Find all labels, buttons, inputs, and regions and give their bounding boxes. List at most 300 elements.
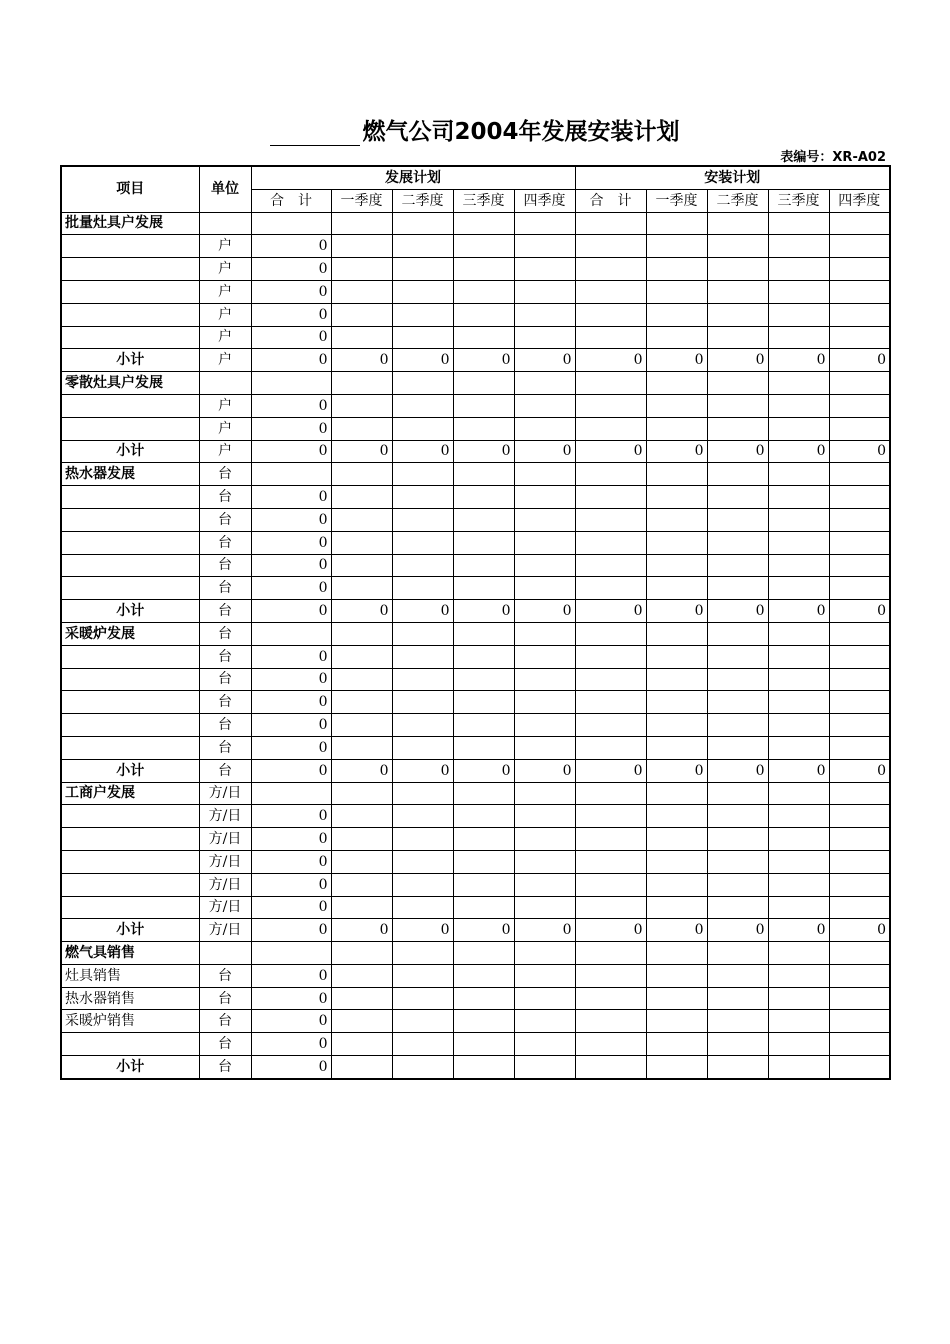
value-cell[interactable]: 0 — [575, 440, 646, 463]
value-cell[interactable]: 0 — [768, 440, 829, 463]
value-cell[interactable] — [646, 896, 707, 919]
value-cell[interactable] — [392, 1010, 453, 1033]
value-cell[interactable] — [768, 258, 829, 281]
value-cell[interactable]: 0 — [251, 577, 331, 600]
value-cell[interactable] — [707, 554, 768, 577]
value-cell[interactable] — [768, 873, 829, 896]
unit-cell[interactable]: 户 — [199, 258, 251, 281]
value-cell[interactable] — [707, 896, 768, 919]
value-cell[interactable]: 0 — [646, 919, 707, 942]
value-cell[interactable] — [514, 554, 575, 577]
value-cell[interactable] — [392, 896, 453, 919]
unit-cell[interactable]: 台 — [199, 987, 251, 1010]
unit-cell[interactable]: 户 — [199, 349, 251, 372]
unit-cell[interactable]: 方/日 — [199, 828, 251, 851]
value-cell[interactable] — [392, 782, 453, 805]
value-cell[interactable] — [392, 622, 453, 645]
value-cell[interactable] — [392, 303, 453, 326]
unit-cell[interactable]: 方/日 — [199, 873, 251, 896]
value-cell[interactable]: 0 — [575, 349, 646, 372]
item-cell[interactable]: 采暖炉销售 — [61, 1010, 199, 1033]
value-cell[interactable] — [707, 326, 768, 349]
value-cell[interactable] — [646, 394, 707, 417]
value-cell[interactable] — [707, 828, 768, 851]
value-cell[interactable] — [514, 577, 575, 600]
value-cell[interactable]: 0 — [251, 714, 331, 737]
item-cell[interactable] — [61, 668, 199, 691]
value-cell[interactable] — [453, 303, 514, 326]
value-cell[interactable] — [331, 873, 392, 896]
value-cell[interactable] — [707, 987, 768, 1010]
value-cell[interactable] — [768, 326, 829, 349]
unit-cell[interactable]: 台 — [199, 508, 251, 531]
item-cell[interactable] — [61, 1033, 199, 1056]
value-cell[interactable] — [392, 212, 453, 235]
value-cell[interactable] — [392, 486, 453, 509]
value-cell[interactable] — [453, 486, 514, 509]
value-cell[interactable] — [251, 212, 331, 235]
value-cell[interactable] — [331, 645, 392, 668]
value-cell[interactable] — [829, 714, 890, 737]
value-cell[interactable] — [646, 987, 707, 1010]
value-cell[interactable] — [514, 212, 575, 235]
value-cell[interactable] — [768, 942, 829, 965]
item-cell[interactable]: 灶具销售 — [61, 964, 199, 987]
value-cell[interactable] — [331, 1010, 392, 1033]
value-cell[interactable] — [768, 987, 829, 1010]
value-cell[interactable] — [392, 554, 453, 577]
value-cell[interactable]: 0 — [331, 440, 392, 463]
value-cell[interactable]: 0 — [768, 919, 829, 942]
value-cell[interactable] — [646, 372, 707, 395]
value-cell[interactable] — [707, 508, 768, 531]
value-cell[interactable] — [453, 280, 514, 303]
value-cell[interactable] — [829, 554, 890, 577]
value-cell[interactable] — [453, 531, 514, 554]
value-cell[interactable]: 0 — [251, 486, 331, 509]
unit-cell[interactable]: 户 — [199, 280, 251, 303]
value-cell[interactable] — [453, 212, 514, 235]
value-cell[interactable]: 0 — [251, 736, 331, 759]
value-cell[interactable] — [646, 508, 707, 531]
value-cell[interactable] — [514, 258, 575, 281]
value-cell[interactable] — [392, 645, 453, 668]
value-cell[interactable] — [251, 372, 331, 395]
value-cell[interactable] — [768, 554, 829, 577]
unit-cell[interactable]: 户 — [199, 235, 251, 258]
value-cell[interactable] — [514, 394, 575, 417]
value-cell[interactable] — [514, 782, 575, 805]
value-cell[interactable]: 0 — [575, 919, 646, 942]
value-cell[interactable]: 0 — [707, 349, 768, 372]
value-cell[interactable] — [575, 896, 646, 919]
value-cell[interactable] — [575, 303, 646, 326]
value-cell[interactable] — [768, 736, 829, 759]
value-cell[interactable] — [514, 508, 575, 531]
value-cell[interactable] — [392, 964, 453, 987]
value-cell[interactable] — [514, 987, 575, 1010]
item-cell[interactable] — [61, 828, 199, 851]
value-cell[interactable] — [514, 235, 575, 258]
company-name-blank[interactable] — [270, 123, 360, 146]
value-cell[interactable] — [514, 964, 575, 987]
value-cell[interactable] — [514, 622, 575, 645]
value-cell[interactable] — [768, 417, 829, 440]
value-cell[interactable]: 0 — [251, 805, 331, 828]
value-cell[interactable] — [575, 417, 646, 440]
value-cell[interactable] — [829, 1010, 890, 1033]
unit-cell[interactable]: 台 — [199, 1033, 251, 1056]
item-cell[interactable] — [61, 531, 199, 554]
value-cell[interactable] — [453, 942, 514, 965]
value-cell[interactable] — [331, 805, 392, 828]
value-cell[interactable]: 0 — [514, 919, 575, 942]
value-cell[interactable]: 0 — [768, 759, 829, 782]
value-cell[interactable] — [453, 964, 514, 987]
value-cell[interactable] — [331, 964, 392, 987]
unit-cell[interactable]: 台 — [199, 964, 251, 987]
unit-cell[interactable]: 台 — [199, 1056, 251, 1079]
value-cell[interactable] — [707, 531, 768, 554]
value-cell[interactable] — [453, 873, 514, 896]
item-cell[interactable] — [61, 714, 199, 737]
value-cell[interactable]: 0 — [453, 919, 514, 942]
value-cell[interactable] — [575, 873, 646, 896]
value-cell[interactable] — [331, 212, 392, 235]
value-cell[interactable] — [392, 873, 453, 896]
value-cell[interactable]: 0 — [251, 440, 331, 463]
unit-cell[interactable]: 台 — [199, 554, 251, 577]
value-cell[interactable]: 0 — [251, 987, 331, 1010]
value-cell[interactable] — [575, 668, 646, 691]
value-cell[interactable] — [646, 850, 707, 873]
value-cell[interactable] — [575, 531, 646, 554]
value-cell[interactable] — [453, 372, 514, 395]
value-cell[interactable] — [646, 964, 707, 987]
unit-cell[interactable]: 户 — [199, 440, 251, 463]
value-cell[interactable] — [707, 942, 768, 965]
value-cell[interactable] — [453, 1033, 514, 1056]
item-cell[interactable] — [61, 645, 199, 668]
value-cell[interactable] — [575, 782, 646, 805]
unit-cell[interactable] — [199, 372, 251, 395]
value-cell[interactable] — [575, 258, 646, 281]
value-cell[interactable] — [331, 782, 392, 805]
value-cell[interactable] — [707, 1056, 768, 1079]
value-cell[interactable] — [251, 942, 331, 965]
value-cell[interactable] — [829, 805, 890, 828]
value-cell[interactable] — [768, 577, 829, 600]
value-cell[interactable] — [331, 531, 392, 554]
value-cell[interactable] — [331, 896, 392, 919]
value-cell[interactable] — [331, 850, 392, 873]
unit-cell[interactable]: 台 — [199, 759, 251, 782]
value-cell[interactable] — [453, 828, 514, 851]
value-cell[interactable]: 0 — [514, 440, 575, 463]
value-cell[interactable]: 0 — [331, 759, 392, 782]
value-cell[interactable] — [646, 463, 707, 486]
value-cell[interactable]: 0 — [251, 554, 331, 577]
value-cell[interactable] — [514, 645, 575, 668]
value-cell[interactable] — [707, 622, 768, 645]
value-cell[interactable] — [646, 805, 707, 828]
item-cell[interactable] — [61, 235, 199, 258]
unit-cell[interactable]: 台 — [199, 600, 251, 623]
value-cell[interactable] — [646, 1010, 707, 1033]
value-cell[interactable] — [646, 714, 707, 737]
value-cell[interactable] — [829, 372, 890, 395]
value-cell[interactable] — [768, 486, 829, 509]
value-cell[interactable] — [331, 417, 392, 440]
value-cell[interactable] — [575, 850, 646, 873]
value-cell[interactable] — [514, 372, 575, 395]
item-cell[interactable]: 小计 — [61, 600, 199, 623]
value-cell[interactable] — [392, 691, 453, 714]
item-cell[interactable] — [61, 326, 199, 349]
value-cell[interactable] — [575, 622, 646, 645]
value-cell[interactable] — [707, 691, 768, 714]
value-cell[interactable]: 0 — [768, 349, 829, 372]
value-cell[interactable] — [575, 577, 646, 600]
value-cell[interactable] — [575, 486, 646, 509]
value-cell[interactable] — [829, 668, 890, 691]
value-cell[interactable] — [331, 668, 392, 691]
value-cell[interactable] — [707, 303, 768, 326]
value-cell[interactable] — [575, 326, 646, 349]
value-cell[interactable] — [575, 394, 646, 417]
value-cell[interactable] — [331, 736, 392, 759]
value-cell[interactable] — [453, 508, 514, 531]
value-cell[interactable] — [768, 896, 829, 919]
item-cell[interactable] — [61, 691, 199, 714]
value-cell[interactable] — [392, 714, 453, 737]
value-cell[interactable] — [514, 896, 575, 919]
value-cell[interactable]: 0 — [251, 1033, 331, 1056]
value-cell[interactable] — [392, 463, 453, 486]
item-cell[interactable] — [61, 303, 199, 326]
value-cell[interactable] — [575, 372, 646, 395]
value-cell[interactable] — [829, 645, 890, 668]
value-cell[interactable] — [646, 486, 707, 509]
value-cell[interactable] — [575, 714, 646, 737]
value-cell[interactable] — [331, 508, 392, 531]
value-cell[interactable]: 0 — [768, 600, 829, 623]
value-cell[interactable] — [768, 691, 829, 714]
value-cell[interactable] — [392, 508, 453, 531]
value-cell[interactable] — [575, 463, 646, 486]
value-cell[interactable]: 0 — [251, 258, 331, 281]
unit-cell[interactable]: 台 — [199, 668, 251, 691]
unit-cell[interactable]: 台 — [199, 691, 251, 714]
value-cell[interactable]: 0 — [392, 759, 453, 782]
value-cell[interactable] — [392, 235, 453, 258]
value-cell[interactable] — [575, 805, 646, 828]
value-cell[interactable] — [331, 372, 392, 395]
value-cell[interactable] — [514, 850, 575, 873]
value-cell[interactable] — [392, 805, 453, 828]
item-cell[interactable]: 采暖炉发展 — [61, 622, 199, 645]
value-cell[interactable] — [331, 554, 392, 577]
value-cell[interactable] — [392, 828, 453, 851]
unit-cell[interactable]: 台 — [199, 1010, 251, 1033]
value-cell[interactable] — [707, 873, 768, 896]
item-cell[interactable]: 热水器销售 — [61, 987, 199, 1010]
value-cell[interactable]: 0 — [829, 440, 890, 463]
value-cell[interactable] — [392, 850, 453, 873]
value-cell[interactable] — [453, 1056, 514, 1079]
value-cell[interactable]: 0 — [453, 440, 514, 463]
value-cell[interactable] — [829, 417, 890, 440]
value-cell[interactable] — [453, 394, 514, 417]
value-cell[interactable] — [768, 463, 829, 486]
value-cell[interactable] — [453, 1010, 514, 1033]
value-cell[interactable] — [453, 896, 514, 919]
value-cell[interactable] — [514, 668, 575, 691]
item-cell[interactable]: 工商户发展 — [61, 782, 199, 805]
item-cell[interactable]: 小计 — [61, 919, 199, 942]
value-cell[interactable] — [707, 212, 768, 235]
value-cell[interactable] — [514, 417, 575, 440]
value-cell[interactable] — [646, 280, 707, 303]
value-cell[interactable] — [392, 1033, 453, 1056]
value-cell[interactable] — [768, 508, 829, 531]
item-cell[interactable] — [61, 394, 199, 417]
value-cell[interactable] — [453, 645, 514, 668]
value-cell[interactable] — [575, 235, 646, 258]
value-cell[interactable] — [392, 531, 453, 554]
value-cell[interactable]: 0 — [707, 600, 768, 623]
item-cell[interactable] — [61, 486, 199, 509]
item-cell[interactable] — [61, 873, 199, 896]
value-cell[interactable] — [646, 326, 707, 349]
value-cell[interactable] — [646, 1033, 707, 1056]
unit-cell[interactable]: 台 — [199, 645, 251, 668]
value-cell[interactable] — [646, 417, 707, 440]
value-cell[interactable] — [575, 987, 646, 1010]
value-cell[interactable]: 0 — [829, 919, 890, 942]
value-cell[interactable] — [829, 486, 890, 509]
value-cell[interactable]: 0 — [514, 759, 575, 782]
value-cell[interactable] — [707, 258, 768, 281]
unit-cell[interactable]: 方/日 — [199, 805, 251, 828]
item-cell[interactable]: 小计 — [61, 1056, 199, 1079]
value-cell[interactable] — [829, 873, 890, 896]
value-cell[interactable]: 0 — [251, 759, 331, 782]
value-cell[interactable] — [707, 645, 768, 668]
value-cell[interactable]: 0 — [829, 349, 890, 372]
value-cell[interactable] — [646, 1056, 707, 1079]
unit-cell[interactable]: 台 — [199, 531, 251, 554]
value-cell[interactable] — [768, 964, 829, 987]
value-cell[interactable] — [829, 622, 890, 645]
value-cell[interactable]: 0 — [392, 919, 453, 942]
value-cell[interactable]: 0 — [251, 691, 331, 714]
value-cell[interactable]: 0 — [251, 1010, 331, 1033]
value-cell[interactable] — [646, 577, 707, 600]
value-cell[interactable]: 0 — [331, 600, 392, 623]
value-cell[interactable]: 0 — [829, 600, 890, 623]
value-cell[interactable]: 0 — [707, 440, 768, 463]
value-cell[interactable] — [646, 645, 707, 668]
value-cell[interactable] — [707, 372, 768, 395]
value-cell[interactable] — [331, 1056, 392, 1079]
value-cell[interactable] — [829, 987, 890, 1010]
value-cell[interactable]: 0 — [646, 349, 707, 372]
value-cell[interactable]: 0 — [251, 417, 331, 440]
item-cell[interactable] — [61, 417, 199, 440]
value-cell[interactable]: 0 — [392, 440, 453, 463]
value-cell[interactable] — [514, 1010, 575, 1033]
value-cell[interactable] — [646, 531, 707, 554]
value-cell[interactable]: 0 — [453, 759, 514, 782]
value-cell[interactable] — [331, 486, 392, 509]
value-cell[interactable] — [453, 736, 514, 759]
value-cell[interactable] — [453, 714, 514, 737]
value-cell[interactable] — [514, 463, 575, 486]
item-cell[interactable]: 批量灶具户发展 — [61, 212, 199, 235]
unit-cell[interactable] — [199, 942, 251, 965]
item-cell[interactable] — [61, 280, 199, 303]
value-cell[interactable] — [768, 235, 829, 258]
value-cell[interactable] — [707, 1010, 768, 1033]
unit-cell[interactable]: 户 — [199, 303, 251, 326]
value-cell[interactable] — [707, 394, 768, 417]
unit-cell[interactable]: 户 — [199, 417, 251, 440]
value-cell[interactable] — [453, 805, 514, 828]
value-cell[interactable] — [575, 1010, 646, 1033]
value-cell[interactable] — [829, 463, 890, 486]
value-cell[interactable] — [829, 691, 890, 714]
value-cell[interactable] — [331, 463, 392, 486]
value-cell[interactable] — [331, 622, 392, 645]
item-cell[interactable]: 小计 — [61, 440, 199, 463]
value-cell[interactable]: 0 — [392, 349, 453, 372]
value-cell[interactable]: 0 — [251, 600, 331, 623]
value-cell[interactable] — [646, 668, 707, 691]
value-cell[interactable] — [331, 691, 392, 714]
value-cell[interactable] — [575, 554, 646, 577]
value-cell[interactable] — [646, 303, 707, 326]
value-cell[interactable] — [575, 964, 646, 987]
value-cell[interactable] — [575, 212, 646, 235]
value-cell[interactable]: 0 — [251, 873, 331, 896]
value-cell[interactable] — [768, 622, 829, 645]
value-cell[interactable]: 0 — [251, 645, 331, 668]
value-cell[interactable] — [829, 782, 890, 805]
value-cell[interactable] — [707, 805, 768, 828]
value-cell[interactable] — [829, 531, 890, 554]
value-cell[interactable] — [453, 622, 514, 645]
value-cell[interactable] — [453, 554, 514, 577]
value-cell[interactable]: 0 — [646, 440, 707, 463]
value-cell[interactable] — [768, 1010, 829, 1033]
value-cell[interactable] — [331, 303, 392, 326]
value-cell[interactable]: 0 — [331, 349, 392, 372]
value-cell[interactable] — [251, 622, 331, 645]
value-cell[interactable]: 0 — [251, 531, 331, 554]
value-cell[interactable] — [331, 280, 392, 303]
value-cell[interactable]: 0 — [251, 349, 331, 372]
value-cell[interactable] — [829, 508, 890, 531]
value-cell[interactable] — [768, 668, 829, 691]
value-cell[interactable] — [646, 258, 707, 281]
value-cell[interactable] — [707, 964, 768, 987]
value-cell[interactable]: 0 — [829, 759, 890, 782]
value-cell[interactable] — [331, 577, 392, 600]
value-cell[interactable] — [768, 372, 829, 395]
value-cell[interactable] — [331, 828, 392, 851]
value-cell[interactable] — [392, 326, 453, 349]
